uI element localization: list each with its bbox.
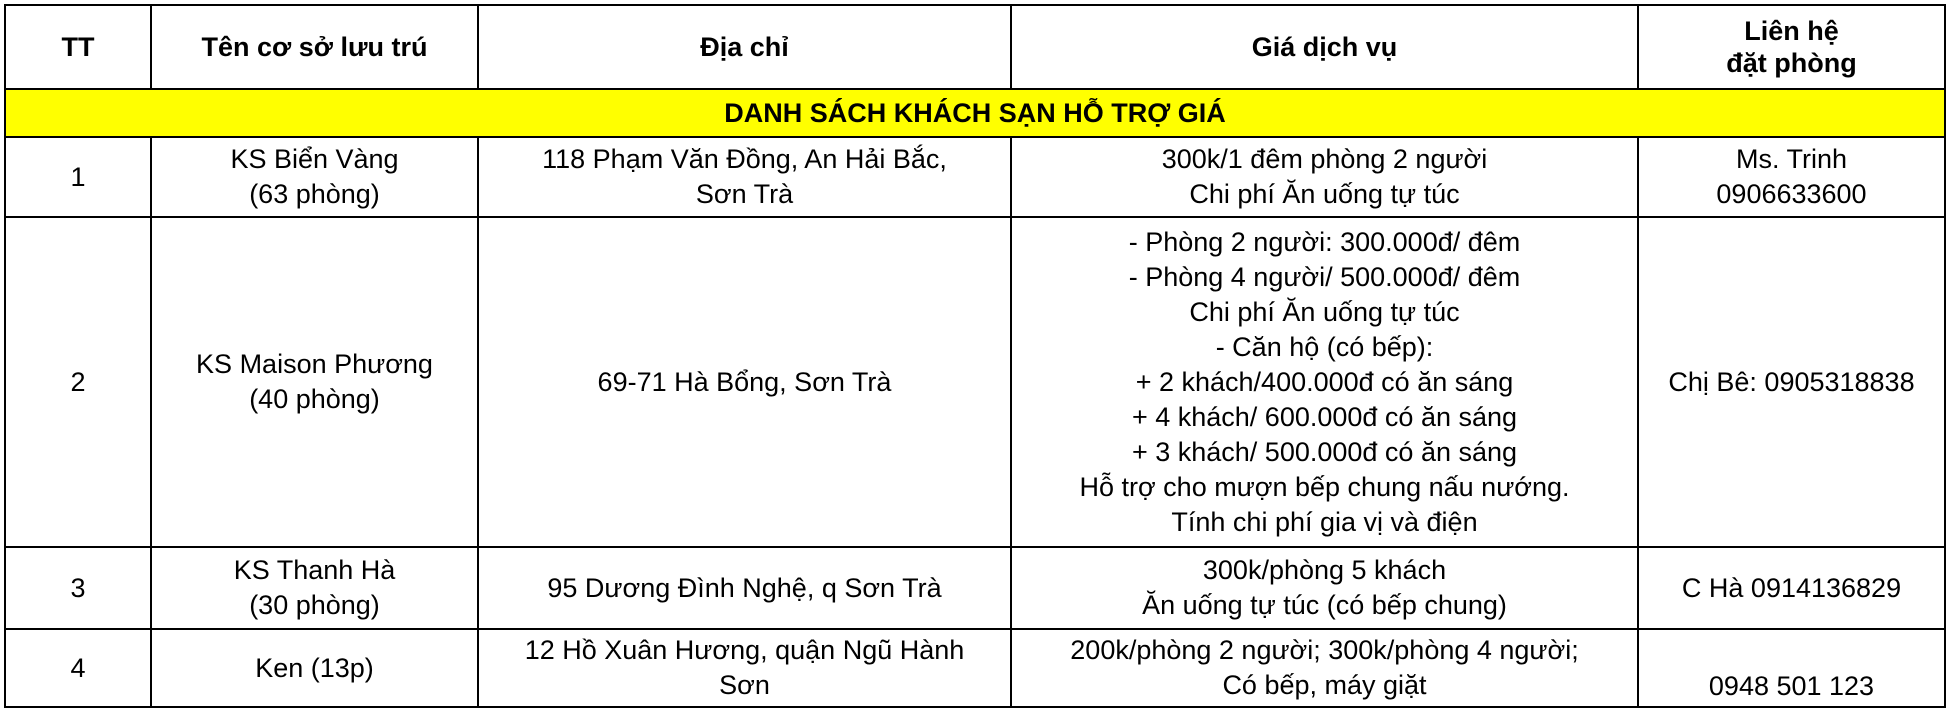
banner-row bbox=[5, 89, 1945, 137]
cell-name bbox=[151, 629, 478, 707]
address-line: Sơn bbox=[719, 670, 770, 700]
cell-contact bbox=[1638, 629, 1945, 707]
cell-address bbox=[478, 137, 1011, 217]
price-line: Hỗ trợ cho mượn bếp chung nấu nướng. bbox=[1079, 471, 1570, 502]
header-contact-line: Liên hệ bbox=[1744, 16, 1839, 46]
contact-line: 0906633600 bbox=[1716, 179, 1867, 209]
contact-line: Ms. Trinh bbox=[1735, 144, 1848, 174]
cell-price bbox=[1011, 547, 1638, 629]
header-contact bbox=[1638, 5, 1945, 89]
header-name: Tên cơ sở lưu trú bbox=[151, 5, 478, 89]
price-line: Ăn uống tự túc (có bếp chung) bbox=[1142, 590, 1507, 620]
price-line: + 2 khách/400.000đ có ăn sáng bbox=[1135, 366, 1514, 397]
cell-tt: 4 bbox=[5, 629, 151, 707]
address-line: 118 Phạm Văn Đồng, An Hải Bắc, bbox=[542, 144, 947, 174]
price-line: 300k/1 đêm phòng 2 người bbox=[1161, 144, 1488, 174]
header-address: Địa chỉ bbox=[478, 5, 1011, 89]
cell-name bbox=[151, 137, 478, 217]
cell-name bbox=[151, 547, 478, 629]
table-row bbox=[5, 137, 1945, 217]
contact-line: Chị Bê: 0905318838 bbox=[1668, 366, 1915, 397]
price-line: 200k/phòng 2 người; 300k/phòng 4 người; bbox=[1070, 635, 1579, 665]
cell-tt: 2 bbox=[5, 217, 151, 547]
name-line: (63 phòng) bbox=[249, 179, 380, 209]
price-line: Chi phí Ăn uống tự túc bbox=[1189, 296, 1460, 327]
cell-address bbox=[478, 547, 1011, 629]
cell-address bbox=[478, 217, 1011, 547]
cell-tt: 3 bbox=[5, 547, 151, 629]
price-line: + 3 khách/ 500.000đ có ăn sáng bbox=[1131, 436, 1518, 467]
price-line: + 4 khách/ 600.000đ có ăn sáng bbox=[1131, 401, 1518, 432]
header-price: Giá dịch vụ bbox=[1011, 5, 1638, 89]
table-row bbox=[5, 547, 1945, 629]
address-line: 12 Hồ Xuân Hương, quận Ngũ Hành bbox=[524, 635, 965, 665]
price-line: - Căn hộ (có bếp): bbox=[1215, 331, 1434, 362]
price-line: Tính chi phí gia vị và điện bbox=[1171, 506, 1478, 537]
table-row bbox=[5, 217, 1945, 547]
price-line: - Phòng 2 người: 300.000đ/ đêm bbox=[1128, 226, 1521, 257]
name-line: (30 phòng) bbox=[249, 590, 380, 620]
cell-price bbox=[1011, 629, 1638, 707]
banner-title: DANH SÁCH KHÁCH SẠN HỖ TRỢ GIÁ bbox=[5, 89, 1945, 137]
name-line: (40 phòng) bbox=[249, 384, 380, 414]
price-line: Chi phí Ăn uống tự túc bbox=[1189, 179, 1460, 209]
header-tt: TT bbox=[5, 5, 151, 89]
cell-name bbox=[151, 217, 478, 547]
name-line: KS Biển Vàng bbox=[230, 144, 399, 174]
name-line: Ken (13p) bbox=[255, 652, 374, 683]
table-row bbox=[5, 629, 1945, 707]
header-contact-line: đặt phòng bbox=[1726, 48, 1857, 78]
address-line: 95 Dương Đình Nghệ, q Sơn Trà bbox=[547, 572, 942, 603]
price-line: 300k/phòng 5 khách bbox=[1202, 555, 1447, 585]
address-line: Sơn Trà bbox=[695, 179, 794, 209]
price-line: - Phòng 4 người/ 500.000đ/ đêm bbox=[1128, 261, 1521, 292]
price-line: Có bếp, máy giặt bbox=[1222, 670, 1427, 700]
cell-price bbox=[1011, 137, 1638, 217]
contact-line: 0948 501 123 bbox=[1708, 671, 1875, 701]
address-line: 69-71 Hà Bổng, Sơn Trà bbox=[597, 366, 892, 397]
header-row bbox=[5, 5, 1945, 89]
cell-contact bbox=[1638, 137, 1945, 217]
contact-line: C Hà 0914136829 bbox=[1681, 572, 1902, 603]
cell-tt: 1 bbox=[5, 137, 151, 217]
cell-price bbox=[1011, 217, 1638, 547]
name-line: KS Maison Phương bbox=[196, 349, 433, 379]
cell-contact bbox=[1638, 217, 1945, 547]
cell-contact bbox=[1638, 547, 1945, 629]
name-line: KS Thanh Hà bbox=[233, 555, 396, 585]
cell-address bbox=[478, 629, 1011, 707]
hotel-table bbox=[4, 4, 1946, 708]
